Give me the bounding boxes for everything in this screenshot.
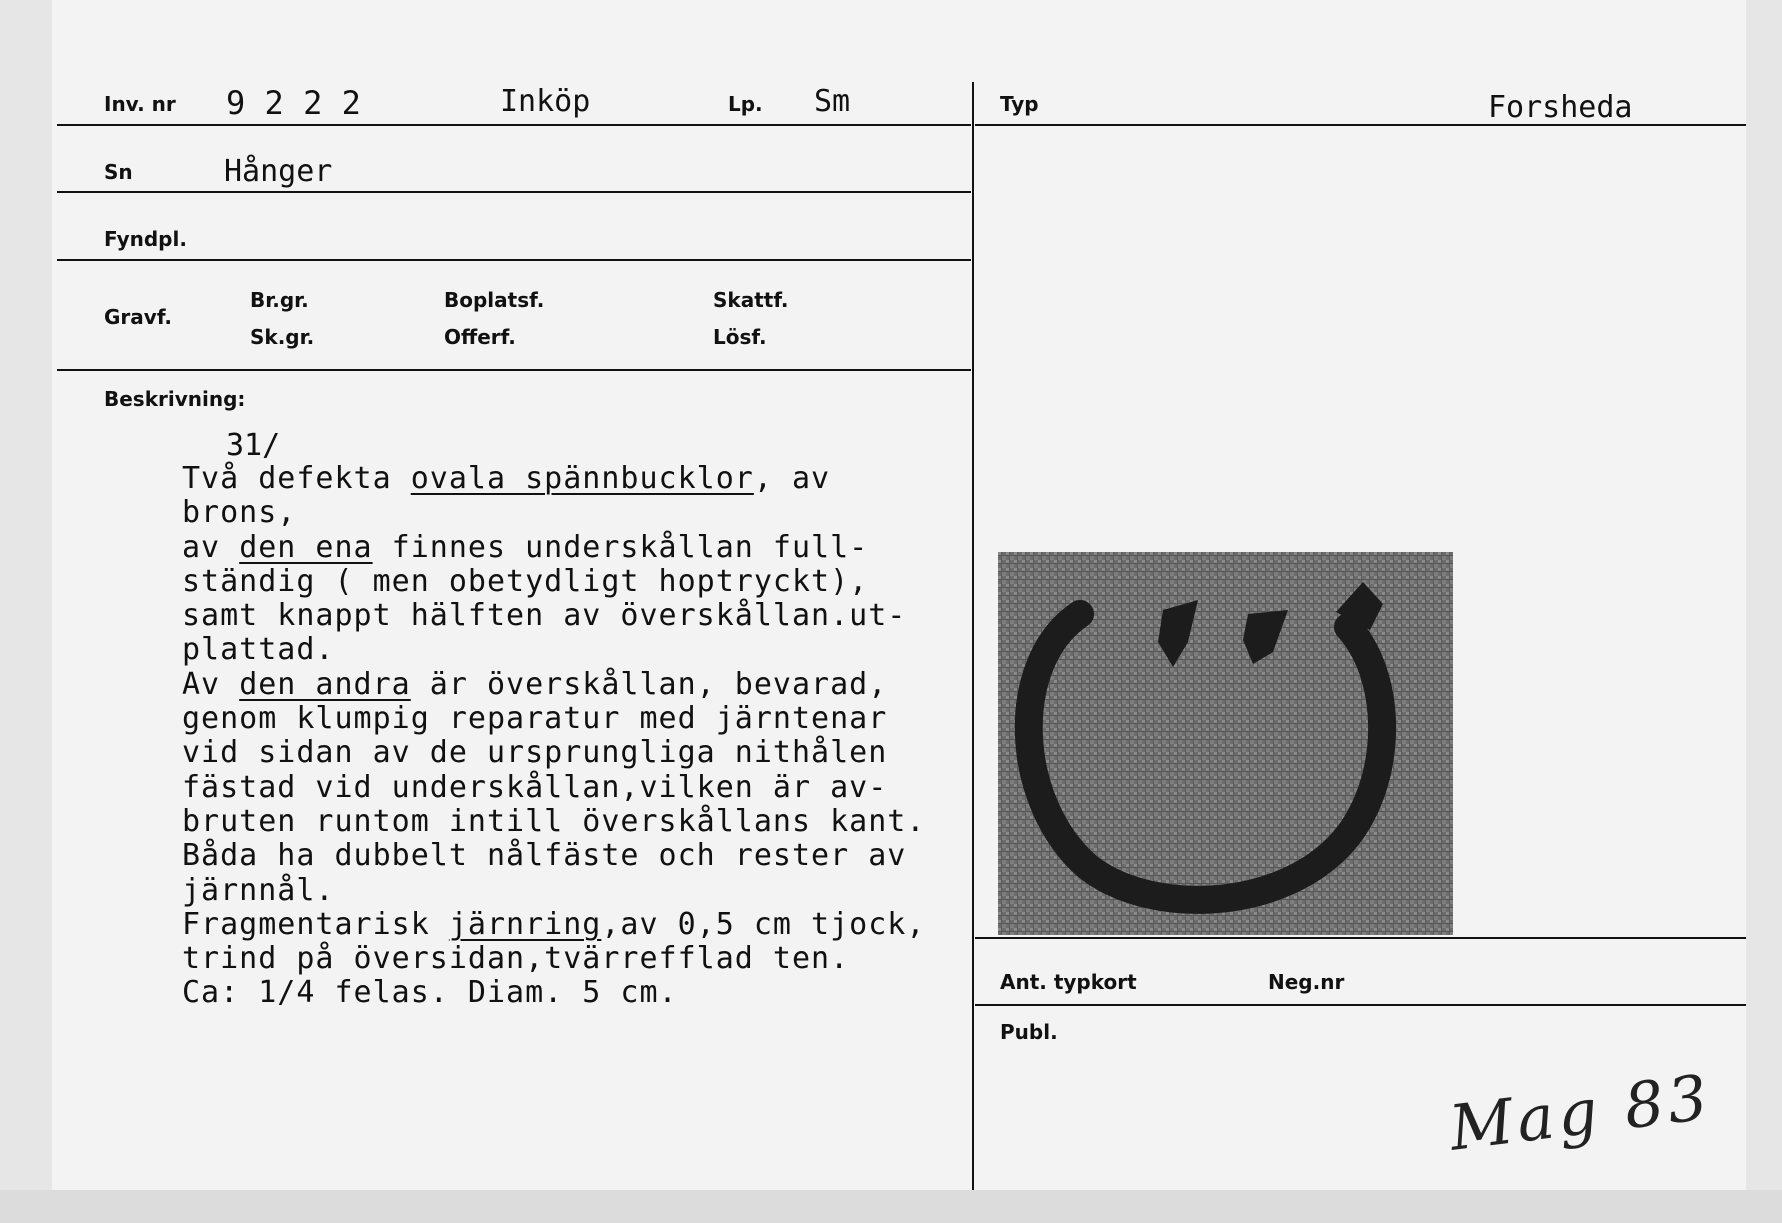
description-line [182, 702, 925, 736]
beskrivning-label: Beskrivning: [104, 387, 246, 411]
artifact-photo [998, 552, 1453, 935]
underlined-term: ovala spännbucklor [410, 461, 754, 496]
boplatsf-label: Boplatsf. [444, 288, 545, 312]
description-segment: , av [753, 461, 831, 496]
description-segment: genom klumpig reparatur med järntenar [182, 701, 888, 737]
ant-typkort-label: Ant. typkort [1000, 970, 1137, 994]
inv-nr-value: 9 2 2 2 [226, 84, 361, 122]
description-segment: Båda ha dubbelt nålfäste och rester av [182, 838, 907, 874]
description-segment: järnnål. [182, 872, 335, 908]
column-divider [972, 82, 974, 1190]
inv-nr-label: Inv. nr [104, 92, 176, 116]
description-line [182, 599, 925, 633]
publ-label: Publ. [1000, 1020, 1058, 1044]
underlined-term: den ena [239, 529, 373, 565]
description-line [182, 565, 925, 599]
underlined-term: järnring [448, 906, 602, 942]
description-line [182, 805, 925, 839]
lp-value: Sm [814, 84, 851, 119]
neg-nr-label: Neg.nr [1268, 970, 1345, 994]
description-segment: plattad. [182, 632, 335, 668]
description-segment: Fragmentarisk [182, 906, 449, 942]
rule-line [975, 937, 1746, 939]
rule-line [975, 1004, 1746, 1006]
description-segment: av [182, 529, 240, 565]
description-segment: Två defekta [182, 461, 411, 496]
typ-label: Typ [1000, 92, 1039, 116]
description-segment: fästad vid underskållan,vilken är av- [182, 769, 888, 805]
card-bottom-edge [0, 1190, 1782, 1223]
description-line [182, 668, 925, 702]
description-line [182, 633, 925, 667]
offerf-label: Offerf. [444, 325, 516, 349]
rule-line [57, 191, 971, 193]
description-segment: finnes underskållan full- [372, 529, 869, 565]
description-line [182, 736, 925, 770]
description-segment: samt knappt hälften av överskållan.ut- [182, 598, 907, 634]
acquisition-value: Inköp [500, 84, 591, 119]
sk-gr-label: Sk.gr. [250, 325, 315, 349]
description-segment: är överskållan, bevarad, [410, 666, 888, 702]
description-line [182, 908, 925, 942]
description-segment: Ca: 1/4 felas. Diam. 5 cm. [182, 975, 678, 1011]
br-gr-label: Br.gr. [250, 288, 309, 312]
description-segment: ,av 0,5 cm tjock, [601, 906, 926, 942]
description-segment: ständig ( men obetydligt hoptryckt), [182, 563, 869, 599]
rule-line [57, 124, 971, 126]
description-line [182, 462, 925, 496]
rule-line [57, 369, 971, 371]
description-segment: vid sidan av de ursprungliga nithålen [182, 735, 888, 771]
rule-line [57, 259, 971, 261]
description-line [182, 531, 925, 565]
gravf-label: Gravf. [104, 305, 173, 329]
losf-label: Lösf. [713, 325, 767, 349]
description-segment: brons, [182, 495, 297, 531]
description-line [182, 839, 925, 873]
sn-label: Sn [104, 160, 133, 184]
description-segment: trind på översidan,tvärrefflad ten. [182, 941, 850, 977]
item-number: 31/ [226, 428, 281, 463]
description-line [182, 942, 925, 976]
sn-value: Hånger [224, 154, 333, 189]
description-line [182, 976, 925, 1010]
description-line [182, 874, 925, 908]
description-line [182, 771, 925, 805]
fyndpl-label: Fyndpl. [104, 227, 187, 251]
description-text [182, 462, 925, 1011]
underlined-term: den andra [239, 666, 411, 702]
skattf-label: Skattf. [713, 288, 789, 312]
handwritten-signature: Mag 83 [1445, 1060, 1716, 1165]
description-segment: Av [182, 666, 240, 702]
lp-label: Lp. [728, 92, 763, 116]
description-segment: bruten runtom intill överskållans kant. [182, 803, 926, 839]
typ-value: Forsheda [1488, 90, 1633, 125]
description-line [182, 496, 925, 530]
